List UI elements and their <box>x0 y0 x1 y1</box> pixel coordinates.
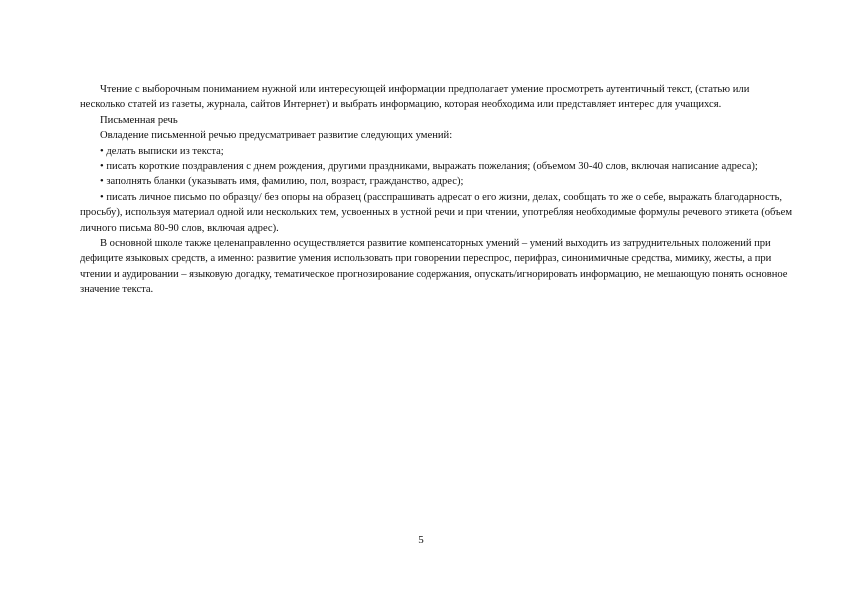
list-item-greetings: • писать короткие поздравления с днем рождения, другими праздниками, выражать пожелания; (объемом 30-40 слов, включая написание адреса); <box>100 161 758 173</box>
list-item-personal-letter: • писать личное письмо по образцу/ без опоры на образец (расспрашивать адресат о его жизни, делах, сообщать то же о себе, выражать благодарность, просьбу), используя материал одной или нескольких тем, усвоенных в устной речи и при чтении, употребляя необходимые формулы речевого этикета (объем личного письма 80-90 слов, включая адрес). <box>80 191 793 234</box>
paragraph-compensatory-skills: В основной школе также целенаправленно осуществляется развитие компенсаторных умений – умений выходить из затруднительных положений при дефиците языковых средств, а именно: развитие умения использовать при говорении переспрос, перифраз, синонимичные средства, мимику, жесты, а при чтении и аудировании – языковую догадку, тематическое прогнозирование содержания, опускать/игнорировать информацию, не мешающую понять основное значение текста. <box>80 238 788 296</box>
list-item-forms: • заполнять бланки (указывать имя, фамилию, пол, возраст, гражданство, адрес); <box>100 176 464 188</box>
body-text <box>80 82 796 298</box>
heading-written-speech: Письменная речь <box>100 114 178 126</box>
list-item-extracts: • делать выписки из текста; <box>100 145 224 157</box>
page-number: 5 <box>418 534 424 546</box>
paragraph-written-skills-intro: Овладение письменной речью предусматривает развитие следующих умений: <box>100 130 453 142</box>
paragraph-reading: Чтение с выборочным пониманием нужной или интересующей информации предполагает умение просмотреть аутентичный текст, (статью или несколько статей из газеты, журнала, сайтов Интернет) и выбрать информацию, которая необходима или представляет интерес для учащихся. <box>80 84 750 111</box>
